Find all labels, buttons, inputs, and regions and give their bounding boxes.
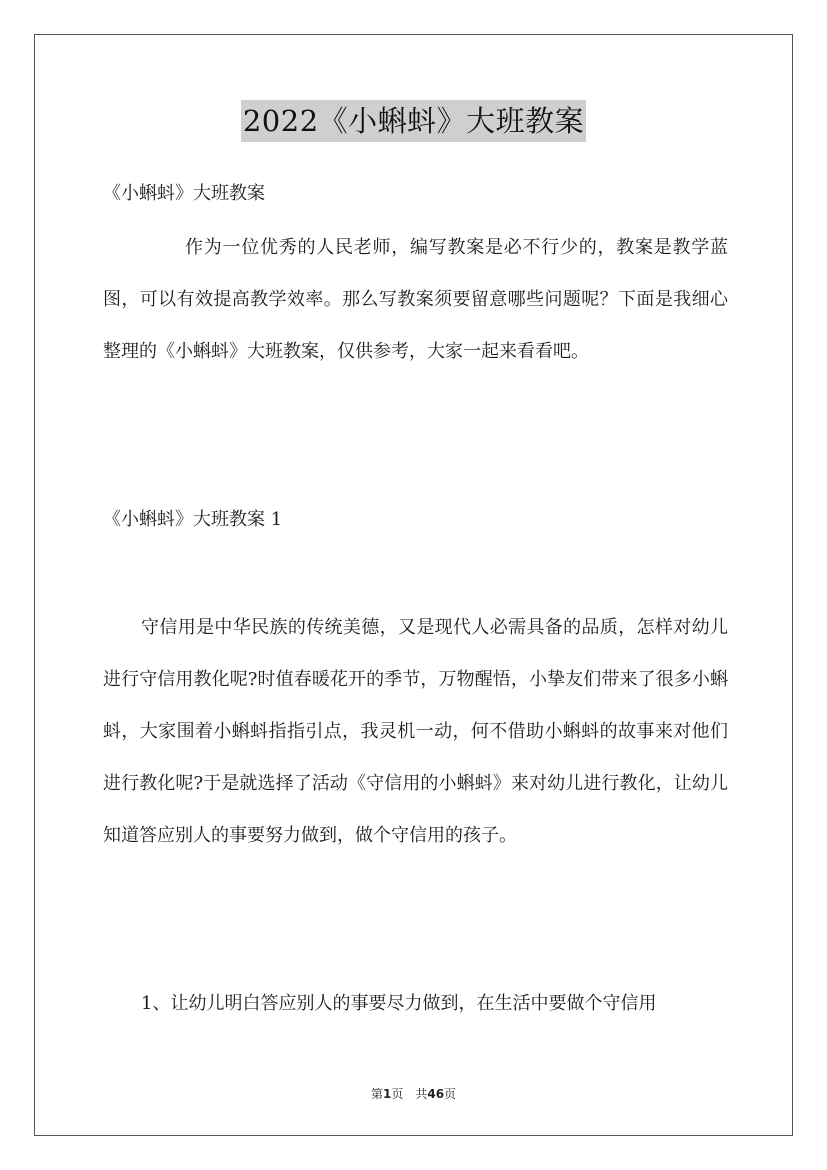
list-item-1: 1、让幼儿明白答应别人的事要尽力做到，在生活中要做个守信用 xyxy=(141,993,657,1014)
page-footer xyxy=(0,1085,827,1102)
section-1-paragraph: 守信用是中华民族的传统美德，又是现代人必需具备的品质，怎样对幼儿进行守信用教化呢?时值春暖花开的季节，万物醒悟，小挚友们带来了很多小蝌蚪，大家围着小蝌蚪指指引点，我灵机一动，何不借助小蝌蚪的故事来对他们进行教化呢?于是就选择了活动《守信用的小蝌蚪》来对幼儿进行教化，让幼儿知道答应别人的事要努力做到，做个守信用的孩子。 xyxy=(103,617,728,846)
document-title: 2022《小蝌蚪》大班教案 xyxy=(241,100,586,142)
page-number: 1 xyxy=(382,1087,392,1101)
title-container xyxy=(0,100,827,142)
total-label-pre: 共 xyxy=(415,1087,428,1101)
total-pages: 46 xyxy=(427,1087,445,1101)
intro-paragraph: 作为一位优秀的人民老师，编写教案是必不行少的，教案是教学蓝图，可以有效提高教学效率。那么写教案须要留意哪些问题呢？下面是我细心整理的《小蝌蚪》大班教案，仅供参考，大家一起来看看吧。 xyxy=(103,237,728,362)
page-label-pre: 第 xyxy=(370,1087,383,1101)
page-label-post: 页 xyxy=(391,1087,404,1101)
total-label-post: 页 xyxy=(444,1087,457,1101)
section-heading-1: 《小蝌蚪》大班教案 1 xyxy=(103,509,283,530)
document-subtitle: 《小蝌蚪》大班教案 xyxy=(103,183,265,204)
